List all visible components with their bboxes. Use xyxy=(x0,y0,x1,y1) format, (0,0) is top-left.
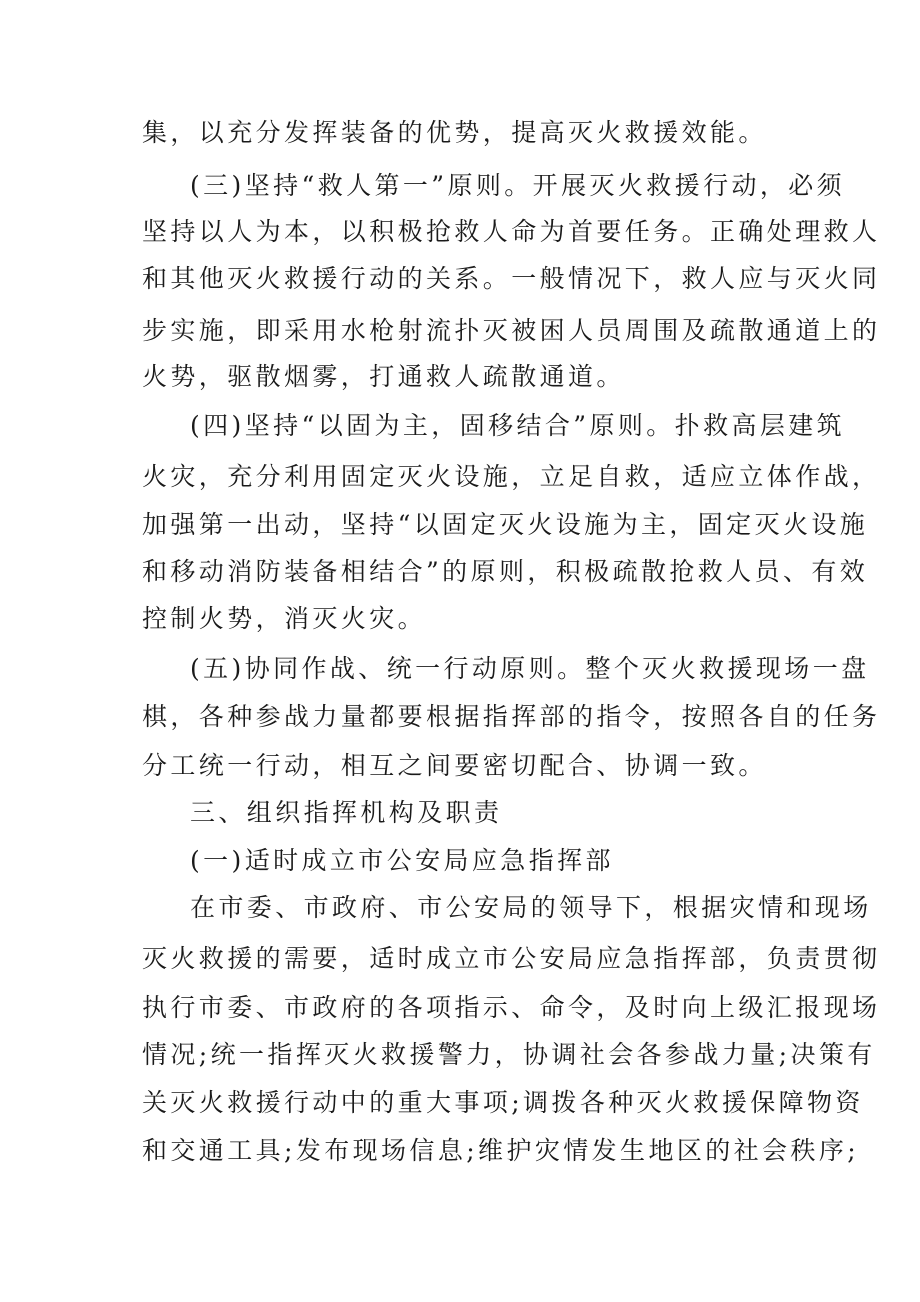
paragraph-line: 加强第一出动，坚持“以固定灭火设施为主，固定灭火设施 xyxy=(142,510,869,539)
paragraph-line: (五)协同作战、统一行动原则。整个灭火救援现场一盘 xyxy=(190,654,870,683)
paragraph-line: 关灭火救援行动中的重大事项;调拨各种灭火救援保障物资 xyxy=(142,1088,864,1117)
subsection-heading: (一)适时成立市公安局应急指挥部 xyxy=(190,846,614,875)
paragraph-line: 棋，各种参战力量都要根据指挥部的指令，按照各自的任务 xyxy=(142,702,881,731)
paragraph-line: 控制火势，消灭火灾。 xyxy=(142,604,427,633)
paragraph-line: 步实施，即采用水枪射流扑灭被困人员周围及疏散通道上的 xyxy=(142,316,881,345)
paragraph-line: 情况;统一指挥灭火救援警力，协调社会各参战力量;决策有 xyxy=(142,1040,876,1069)
paragraph-line: 和移动消防装备相结合”的原则，积极疏散抢救人员、有效 xyxy=(142,557,869,586)
paragraph-line: 火灾，充分利用固定灭火设施，立足自救，适应立体作战， xyxy=(142,462,881,491)
paragraph-line: 和交通工具;发布现场信息;维护灾情发生地区的社会秩序; xyxy=(142,1136,860,1165)
paragraph-line: 坚持以人为本，以积极抢救人命为首要任务。正确处理救人 xyxy=(142,217,881,246)
paragraph-line: 分工统一行动，相互之间要密切配合、协调一致。 xyxy=(142,751,767,780)
paragraph-line: 在市委、市政府、市公安局的领导下，根据灾情和现场 xyxy=(190,893,872,922)
paragraph-line: 集，以充分发挥装备的优势，提高灭火救援效能。 xyxy=(142,118,767,147)
paragraph-line: 灭火救援的需要，适时成立市公安局应急指挥部，负责贯彻 xyxy=(142,944,881,973)
paragraph-line: 执行市委、市政府的各项指示、命令，及时向上级汇报现场 xyxy=(142,993,881,1022)
paragraph-line: (四)坚持“以固为主，固移结合”原则。扑救高层建筑 xyxy=(190,411,846,440)
paragraph-line: 火势，驱散烟雾，打通救人疏散通道。 xyxy=(142,362,625,391)
paragraph-line: 和其他灭火救援行动的关系。一般情况下，救人应与灭火同 xyxy=(142,264,881,293)
paragraph-line: (三)坚持“救人第一”原则。开展灭火救援行动，必须 xyxy=(190,171,846,200)
section-heading: 三、组织指挥机构及职责 xyxy=(190,798,503,827)
